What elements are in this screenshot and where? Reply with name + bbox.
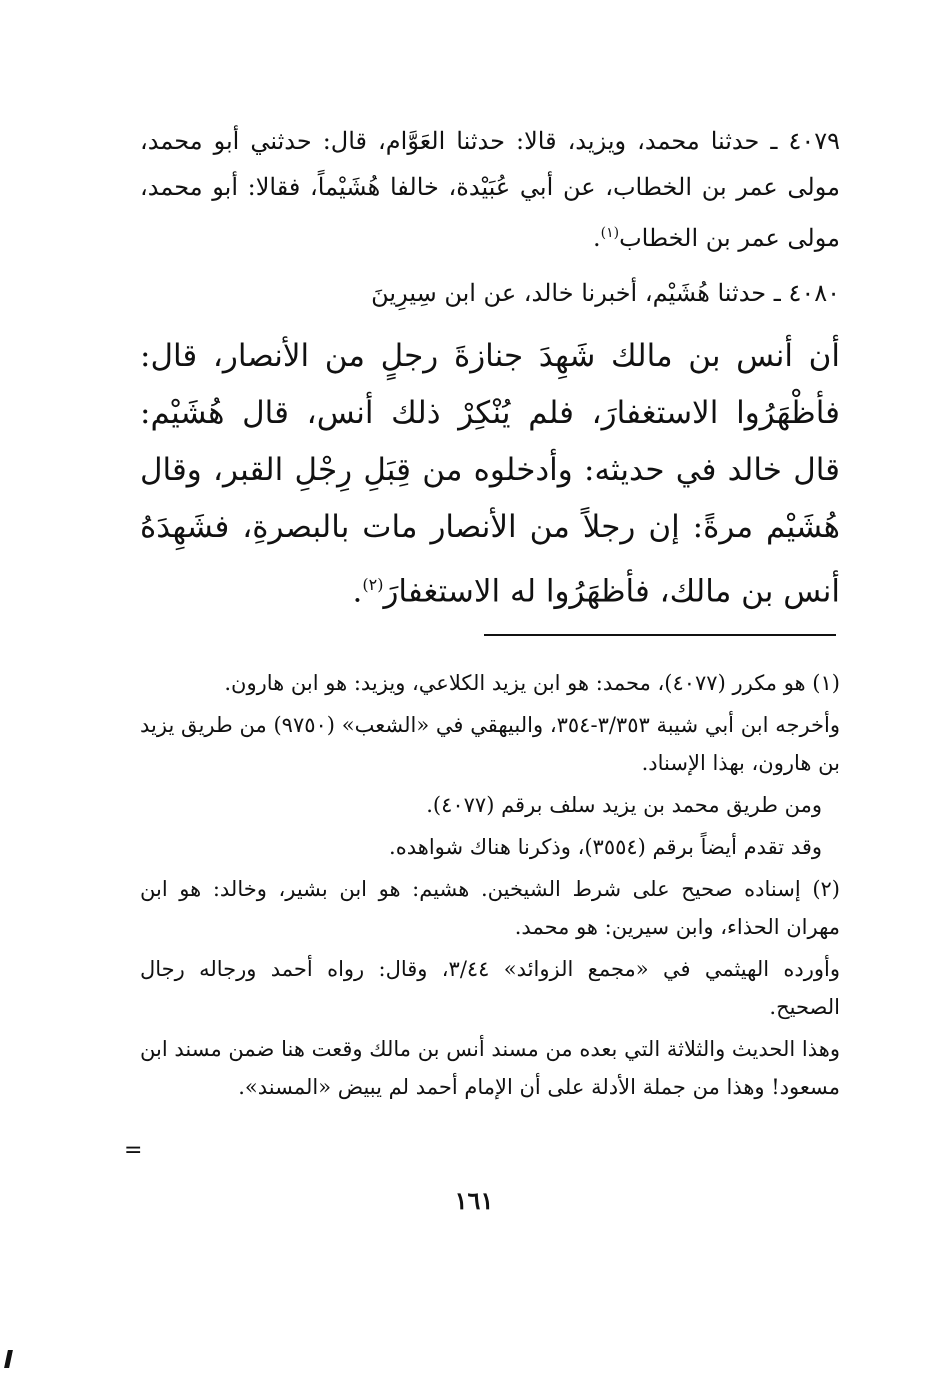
hadith-4080-matn-text: أن أنس بن مالك شَهِدَ جنازةَ رجلٍ من الأنصار، قال: فأظْهَرُوا الاستغفارَ، فلم يُنْكِرْ ذلك أنس، قال هُشَيْم: قال خالد في حديثه: وأدخلوه من قِبَلِ رِجْلِ القبر، وقال هُشَيْم مرةً: إن رجلاً من الأنصار مات بالبصرةِ، فشَهِدَهُ أنس بن مالك، فأظهَرُوا له الاستغفارَ (140, 338, 840, 610)
hadith-4080-matn (140, 328, 840, 620)
continuation-mark: = (124, 1138, 143, 1163)
hadith-4079-end: . (592, 224, 601, 252)
footnote-2-remark: وهذا الحديث والثلاثة التي بعده من مسند أنس بن مالك وقعت هنا ضمن مسند ابن مسعود! وهذا من جملة الأدلة على أن الإمام أحمد لم يبيض «المسند». (140, 1037, 840, 1099)
footnote-2-source: وأورده الهيثمي في «مجمع الزوائد» ٣/٤٤، وقال: رواه أحمد ورجاله رجال الصحيح. (140, 957, 840, 1019)
footnote-1-cross-ref: ومن طريق محمد بن يزيد سلف برقم (٤٠٧٧). (426, 793, 822, 817)
page-number: ١٦١ (454, 1186, 494, 1215)
footnotes (140, 664, 840, 1110)
hadith-4079 (140, 118, 840, 261)
scan-edge-mark (4, 1350, 13, 1368)
footnote-2: (٢) إسناده صحيح على شرط الشيخين. هشيم: هو ابن بشير، وخالد: هو ابن مهران الحذاء، وابن سيرين: هو محمد. (140, 877, 840, 939)
footnote-1-previous: وقد تقدم أيضاً برقم (٣٥٥٤)، وذكرنا هناك شواهده. (389, 835, 822, 859)
footnote-ref-1[interactable]: (١) (600, 225, 620, 241)
hadith-4080-isnad: ٤٠٨٠ ـ حدثنا هُشَيْم، أخبرنا خالد، عن ابن سِيرِينَ (371, 279, 840, 307)
hadith-4079-text: ٤٠٧٩ ـ حدثنا محمد، ويزيد، قالا: حدثنا العَوَّام، قال: حدثني أبو محمد، مولى عمر بن الخطاب، عن أبي عُبَيْدة، خالفا هُشَيْماً، فقالا: أبو محمد، مولى عمر بن الخطاب (140, 127, 840, 252)
hadith-4080-matn-end: . (352, 573, 363, 610)
footnote-ref-2[interactable]: (٢) (362, 575, 384, 594)
footnote-1: (١) هو مكرر (٤٠٧٧)، محمد: هو ابن يزيد الكلاعي، ويزيد: هو ابن هارون. (224, 671, 840, 695)
footnote-separator (484, 634, 836, 636)
footnote-1-takhrij: وأخرجه ابن أبي شيبة ٣/٣٥٣-٣٥٤، والبيهقي في «الشعب» (٩٧٥٠) من طريق يزيد بن هارون، بهذا الإسناد. (140, 713, 840, 775)
